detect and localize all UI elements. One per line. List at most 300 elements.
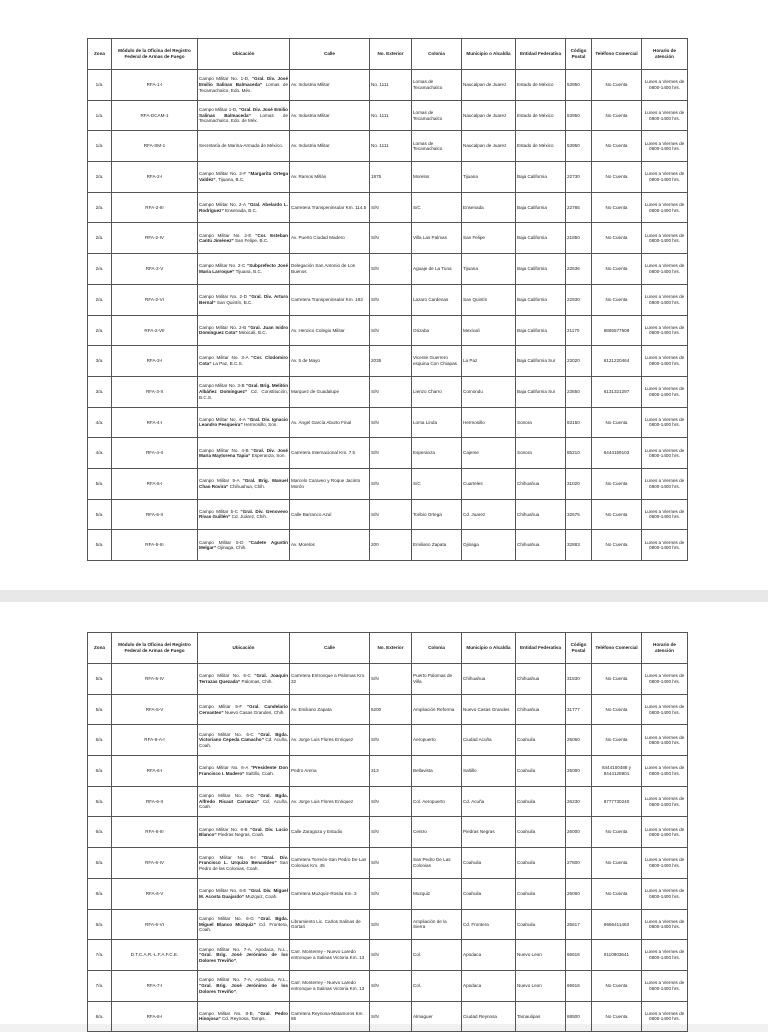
page-separator — [0, 590, 768, 602]
exterior-number-cell: 2035 — [370, 346, 412, 377]
location-text: Cd. Acuña, Coah. — [199, 798, 288, 810]
colonia-cell: Ampliación Reforma — [412, 694, 462, 725]
street-cell: Av. Morelos — [290, 530, 370, 561]
hours-cell: Lunes a Viernes de 0800-1400 hrs. — [642, 346, 688, 377]
street-cell: Carr. Monterrey - Nuevo Laredo entronque a Salinas Victoria Km. 13 — [290, 970, 370, 1001]
phone-cell: No Cuenta — [592, 725, 642, 756]
exterior-number-cell: 313 — [370, 756, 412, 787]
module-cell: RFA-6-IV — [112, 848, 198, 879]
zona-cell: 6/a. — [88, 848, 112, 879]
hours-cell: Lunes a Viernes de 0800-1400 hrs. — [642, 817, 688, 848]
hours-cell: Lunes a Viernes de 0800-1400 hrs. — [642, 162, 688, 193]
municipality-cell: Comondu — [462, 376, 516, 407]
location-text: Palomas, Chih. — [240, 678, 273, 684]
location-text: Campo Militar No. 2-B — [199, 324, 249, 330]
location-text: Ojinaga, Chih. — [216, 545, 247, 551]
postal-code-cell: 25060 — [566, 756, 592, 787]
location-name: “Gral. Bgda. Victoriano Cepeda Camacho” — [199, 731, 288, 743]
colonia-cell: Orizaba — [412, 315, 462, 346]
postal-code-cell: 22785 — [566, 192, 592, 223]
exterior-number-cell: S/N — [370, 940, 412, 971]
municipality-cell: Tijuana — [462, 162, 516, 193]
location-name: “Gral. Brig. Melitón Albáñez Domínguez” — [199, 383, 289, 394]
state-cell: Chihuahua — [516, 530, 566, 561]
zona-cell: 5/a. — [88, 468, 112, 499]
location-cell — [198, 254, 290, 285]
hours-cell: Lunes a Viernes de 0800-1400 hrs. — [642, 468, 688, 499]
street-cell: Av. Ramos Millán — [290, 162, 370, 193]
phone-cell: No Cuenta — [592, 694, 642, 725]
location-text: Saltillo, Coah. — [244, 770, 275, 776]
location-name: “Gral. Div. Miguel M. Acosta Guajardo” — [199, 888, 288, 899]
column-header: Entidad Federativa — [516, 39, 566, 70]
zona-cell: 3/a. — [88, 346, 112, 377]
module-cell: RFA-2-VII — [112, 315, 198, 346]
table-row — [88, 376, 688, 407]
hours-cell: Lunes a Viernes de 0800-1400 hrs. — [642, 438, 688, 469]
state-cell: Baja California Sur — [516, 376, 566, 407]
zona-cell: 5/a. — [88, 499, 112, 530]
column-header: Teléfono Comercial — [592, 39, 642, 70]
zona-cell: 8/a. — [88, 1001, 112, 1032]
zona-cell: 2/a. — [88, 223, 112, 254]
postal-code-cell: 26000 — [566, 817, 592, 848]
table-row — [88, 315, 688, 346]
location-cell — [198, 346, 290, 377]
phone-cell: No Cuenta — [592, 878, 642, 909]
location-cell — [198, 756, 290, 787]
exterior-number-cell: No. 1111 — [370, 100, 412, 131]
location-cell — [198, 909, 290, 940]
module-cell: RFA-2-VI — [112, 284, 198, 315]
postal-code-cell: 23650 — [566, 376, 592, 407]
exterior-number-cell: S/N — [370, 315, 412, 346]
column-header: Módulo de la Oficina del Registro Federal de Armas de Fuego — [112, 633, 198, 664]
hours-cell: Lunes a Viernes de 0800-1400 hrs. — [642, 756, 688, 787]
zona-cell: 1/a. — [88, 100, 112, 131]
colonia-cell: Esperanza — [412, 438, 462, 469]
street-cell: Marquez de Guadalupe — [290, 376, 370, 407]
zona-cell: 6/a. — [88, 878, 112, 909]
column-header: Zona — [88, 39, 112, 70]
location-text: Nuevo Casas Grandes, Chih. — [223, 709, 285, 715]
municipality-cell: Cajeme — [462, 438, 516, 469]
table-row — [88, 694, 688, 725]
postal-code-cell: 53950 — [566, 100, 592, 131]
hours-cell: Lunes a Viernes de 0800-1400 hrs. — [642, 848, 688, 879]
hours-cell: Lunes a Viernes de 0800-1400 hrs. — [642, 223, 688, 254]
zona-cell: 1/a. — [88, 70, 112, 101]
exterior-number-cell: S/N — [370, 786, 412, 817]
phone-cell: No Cuenta — [592, 284, 642, 315]
municipality-cell: Apodaca — [462, 970, 516, 1001]
phone-cell: 6444159103 — [592, 438, 642, 469]
module-cell: RFA-6-I — [112, 756, 198, 787]
location-name: “Gral. Candelario Cervantes” — [199, 703, 288, 715]
state-cell: Sonora — [516, 407, 566, 438]
registry-table — [87, 632, 688, 1032]
street-cell: Av. Industria Militar — [290, 70, 370, 101]
colonia-cell: Morelos — [412, 162, 462, 193]
municipality-cell: Coahuila — [462, 878, 516, 909]
state-cell: Baja California — [516, 223, 566, 254]
street-cell: Carretera Internacional Km. 7.5 — [290, 438, 370, 469]
location-name: “Gral. Brig. Manuel Chao Rovira” — [199, 478, 288, 489]
colonia-cell: Puerto Palomas de Villa — [412, 664, 462, 695]
location-text: Esperanza, Son. — [250, 453, 286, 459]
exterior-number-cell: S/N — [370, 499, 412, 530]
street-cell: Carretera Transpeninsular Km. 114.5 — [290, 192, 370, 223]
zona-cell: 6/a. — [88, 909, 112, 940]
hours-cell: Lunes a Viernes de 0800-1400 hrs. — [642, 694, 688, 725]
location-cell — [198, 376, 290, 407]
phone-cell: No Cuenta — [592, 192, 642, 223]
table-row — [88, 940, 688, 971]
location-text: Secretaría de Marina-Armada de México. — [199, 143, 283, 149]
location-text: Campo Militar No. 7-A, Apodaca, N.L., — [199, 977, 288, 983]
location-text: Campo Militar No. 7-A, Apodaca, N.L., — [199, 946, 288, 952]
location-cell — [198, 162, 290, 193]
exterior-number-cell: S/N — [370, 438, 412, 469]
postal-code-cell: 31020 — [566, 468, 592, 499]
module-cell: RFA-4-II — [112, 438, 198, 469]
location-text: Lomas de Tecamachalco, Edo. de Méx. — [199, 112, 288, 124]
state-cell: Estado de México — [516, 70, 566, 101]
postal-code-cell: 26230 — [566, 786, 592, 817]
exterior-number-cell: S/N — [370, 407, 412, 438]
hours-cell: Lunes a Viernes de 0800-1400 hrs. — [642, 530, 688, 561]
colonia-cell: Centro — [412, 817, 462, 848]
phone-cell: No Cuenta — [592, 970, 642, 1001]
colonia-cell: Loma Linda — [412, 407, 462, 438]
zona-cell: 6/a. — [88, 725, 112, 756]
phone-cell: No Cuenta — [592, 1001, 642, 1032]
column-header: Módulo de la Oficina del Registro Federal de Armas de Fuego — [112, 39, 198, 70]
column-header: Municipio o Alcaldía — [462, 633, 516, 664]
phone-cell: No Cuenta — [592, 407, 642, 438]
location-name: “Gral. Div. Lucio Blanco” — [199, 826, 288, 838]
zona-cell: 6/a. — [88, 817, 112, 848]
table-row — [88, 223, 688, 254]
state-cell: Coahuila — [516, 817, 566, 848]
phone-cell: No Cuenta — [592, 223, 642, 254]
colonia-cell: Villa Las Palmas — [412, 223, 462, 254]
column-header: Código Postal — [566, 39, 592, 70]
column-header: Colonia — [412, 633, 462, 664]
table-row — [88, 848, 688, 879]
municipality-cell: Cd. Juarez — [462, 499, 516, 530]
column-header: Ubicación — [198, 39, 290, 70]
location-text: Campo Militar No. 6-C — [199, 731, 259, 737]
location-text: Campo Militar No. 6-G — [199, 915, 259, 921]
table-header-row — [88, 633, 688, 664]
municipality-cell: Naucalpan de Juarez — [462, 131, 516, 162]
location-name: “Gral. Div. Genovevo Rivas Guillén” — [199, 508, 288, 520]
module-cell: RFA-6-III — [112, 817, 198, 848]
table-row — [88, 530, 688, 561]
table-row — [88, 162, 688, 193]
module-cell: RFA-5-IV — [112, 664, 198, 695]
state-cell: Tamaulipas — [516, 1001, 566, 1032]
location-text: Cd. Acuña, Coah. — [199, 737, 288, 749]
municipality-cell: Ciudad Acuña — [462, 725, 516, 756]
colonia-cell: Col. — [412, 940, 462, 971]
municipality-cell: Ensenada — [462, 192, 516, 223]
table-row — [88, 284, 688, 315]
module-cell: RFA-6-V — [112, 878, 198, 909]
table-header-row — [88, 39, 688, 70]
location-text: San Felipe, B.C. — [233, 238, 269, 244]
colonia-cell: Almaguer — [412, 1001, 462, 1032]
postal-code-cell: 26060 — [566, 878, 592, 909]
exterior-number-cell: 200 — [370, 530, 412, 561]
hours-cell: Lunes a Viernes de 0800-1400 hrs. — [642, 376, 688, 407]
phone-cell: 8444100488 y 8444128901 — [592, 756, 642, 787]
location-text: Campo Militar No. 2-F — [199, 171, 249, 177]
postal-code-cell: 27800 — [566, 848, 592, 879]
location-cell — [198, 70, 290, 101]
hours-cell: Lunes a Viernes de 0800-1400 hrs. — [642, 499, 688, 530]
exterior-number-cell: S/N — [370, 664, 412, 695]
phone-cell: No Cuenta — [592, 530, 642, 561]
registry-table — [87, 38, 688, 561]
state-cell: Chihuahua — [516, 499, 566, 530]
location-text: Campo Militar No. 6-D — [199, 793, 259, 799]
hours-cell: Lunes a Viernes de 0800-1400 hrs. — [642, 878, 688, 909]
exterior-number-cell: S/N — [370, 284, 412, 315]
colonia-cell: Lienzo Charro — [412, 376, 462, 407]
module-cell: RFA-SM-1 — [112, 131, 198, 162]
postal-code-cell: 22636 — [566, 254, 592, 285]
location-text: Campo Militar No. 1-D, — [199, 76, 252, 82]
phone-cell: No Cuenta — [592, 499, 642, 530]
exterior-number-cell: S/N — [370, 878, 412, 909]
zona-cell: 2/a. — [88, 162, 112, 193]
module-cell: RFA-8-I — [112, 1001, 198, 1032]
module-cell: RFA-2-V — [112, 254, 198, 285]
location-cell — [198, 1001, 290, 1032]
street-cell: Av. Industria Militar — [290, 100, 370, 131]
hours-cell: Lunes a Viernes de 0800-1400 hrs. — [642, 1001, 688, 1032]
street-cell: Calle Zaragoza y Estudio — [290, 817, 370, 848]
location-text: Cd. Frontera, Coah. — [199, 921, 289, 933]
location-text: Chihuahua, Chih. — [228, 483, 266, 489]
location-text: Campo Militar No. 4-A — [199, 416, 248, 422]
location-text: Campo Militar 5-F — [199, 703, 247, 709]
zona-cell: 7/a. — [88, 970, 112, 1001]
phone-cell: 8110903641 — [592, 940, 642, 971]
location-text: Campo Militar No. 3-A — [199, 355, 252, 361]
column-header: Calle — [290, 633, 370, 664]
colonia-cell: Bellavista — [412, 756, 462, 787]
column-header: Teléfono Comercial — [592, 633, 642, 664]
zona-cell: 6/a. — [88, 756, 112, 787]
hours-cell: Lunes a Viernes de 0800-1400 hrs. — [642, 909, 688, 940]
postal-code-cell: 66616 — [566, 970, 592, 1001]
location-text: Campo Militar No. 5-C — [199, 673, 255, 679]
exterior-number-cell: 6200 — [370, 694, 412, 725]
zona-cell: 5/a. — [88, 664, 112, 695]
location-name: “Gral. Div. José Emilio Salinas Balmaceda” — [199, 76, 288, 88]
exterior-number-cell: S/N — [370, 725, 412, 756]
municipality-cell: Cd. Acuña — [462, 786, 516, 817]
hours-cell: Lunes a Viernes de 0800-1400 hrs. — [642, 407, 688, 438]
municipality-cell: Saltillo — [462, 756, 516, 787]
postal-code-cell: 21170 — [566, 315, 592, 346]
table-row — [88, 346, 688, 377]
table-row — [88, 756, 688, 787]
postal-code-cell: 22730 — [566, 162, 592, 193]
location-name: “Gral. Div. Ignacio Leandro Pesqueira” — [199, 416, 288, 428]
postal-code-cell: 23020 — [566, 346, 592, 377]
street-cell: Marcelo Caraveo y Roque Jacinto Morón — [290, 468, 370, 499]
location-text: Mexicali, B.C. — [237, 330, 267, 336]
location-text: Campo Militar 5-A — [199, 478, 243, 484]
exterior-number-cell: S/N — [370, 223, 412, 254]
column-header: Horario de atención — [642, 39, 688, 70]
module-cell: RFA-5-I — [112, 468, 198, 499]
street-cell: Av. Jorge Luis Flores Enriquez — [290, 786, 370, 817]
municipality-cell: Mexicali — [462, 315, 516, 346]
municipality-cell: Ciudad Reynosa — [462, 1001, 516, 1032]
municipality-cell: Apodaca — [462, 940, 516, 971]
municipality-cell: Naucalpan de Juarez — [462, 70, 516, 101]
location-text: Campo Militar No. 8-B, — [199, 1010, 259, 1016]
column-header: Colonia — [412, 39, 462, 70]
state-cell: Coahuila — [516, 786, 566, 817]
location-name: “Gral. Juan Isidro Domínguez Cota” — [199, 324, 288, 336]
location-cell — [198, 284, 290, 315]
municipality-cell: Cuarteles — [462, 468, 516, 499]
table-row — [88, 970, 688, 1001]
municipality-cell: Hermosillo — [462, 407, 516, 438]
phone-cell: 8777730240 — [592, 786, 642, 817]
module-cell: RFA-6-A-I — [112, 725, 198, 756]
table-row — [88, 725, 688, 756]
postal-code-cell: 32675 — [566, 499, 592, 530]
hours-cell: Lunes a Viernes de 0800-1400 hrs. — [642, 725, 688, 756]
hours-cell: Lunes a Viernes de 0800-1400 hrs. — [642, 284, 688, 315]
state-cell: Baja California Sur — [516, 346, 566, 377]
table-body — [88, 664, 688, 1032]
street-cell: Av. Heroico Colegio Militar — [290, 315, 370, 346]
location-cell — [198, 664, 290, 695]
table-row — [88, 878, 688, 909]
table-row — [88, 100, 688, 131]
state-cell: Nuevo Leon — [516, 970, 566, 1001]
street-cell: Av. Emiliano Zapata — [290, 694, 370, 725]
phone-cell: No Cuenta — [592, 162, 642, 193]
exterior-number-cell: S/N — [370, 254, 412, 285]
postal-code-cell: 31830 — [566, 664, 592, 695]
state-cell: Coahuila — [516, 848, 566, 879]
table-row — [88, 1001, 688, 1032]
module-cell: RFA-3-I — [112, 346, 198, 377]
exterior-number-cell: 1875 — [370, 162, 412, 193]
phone-cell: No Cuenta — [592, 848, 642, 879]
zona-cell: 5/a. — [88, 530, 112, 561]
location-cell — [198, 315, 290, 346]
exterior-number-cell: S/N — [370, 817, 412, 848]
location-text: , Tijuana, B.C. — [215, 176, 245, 182]
location-text: Tijuana, B.C. — [234, 268, 263, 274]
municipality-cell: San Felipe — [462, 223, 516, 254]
location-name: “Gral. Div. José Emilio Salinas Balmaceda” — [199, 107, 288, 118]
hours-cell: Lunes a Viernes de 0800-1400 hrs. — [642, 70, 688, 101]
phone-cell: No Cuenta — [592, 817, 642, 848]
phone-cell: No Cuenta — [592, 131, 642, 162]
column-header: No. Exterior — [370, 39, 412, 70]
state-cell: Estado de México — [516, 100, 566, 131]
location-cell — [198, 499, 290, 530]
location-text: , — [236, 988, 238, 994]
module-cell: RFA-1-I — [112, 70, 198, 101]
hours-cell: Lunes a Viernes de 0800-1400 hrs. — [642, 254, 688, 285]
zona-cell: 4/a. — [88, 438, 112, 469]
street-cell: Av. Ángel García Aburto Final — [290, 407, 370, 438]
municipality-cell: Nuevo Casas Grandes — [462, 694, 516, 725]
column-header: Municipio o Alcaldía — [462, 39, 516, 70]
location-text: Campo Militar No. 6-E — [199, 888, 249, 894]
state-cell: Estado de México — [516, 131, 566, 162]
phone-cell: 6865577508 — [592, 315, 642, 346]
postal-code-cell: 66616 — [566, 940, 592, 971]
hours-cell: Lunes a Viernes de 0800-1400 hrs. — [642, 131, 688, 162]
colonia-cell: Muzquiz — [412, 878, 462, 909]
location-text: San Quintín, B.C. — [215, 299, 253, 305]
column-header: No. Exterior — [370, 633, 412, 664]
colonia-cell: Lazaro Cardenas — [412, 284, 462, 315]
location-name: “Gral. Div. Francisco L. Urquizo Benavides” — [199, 854, 288, 866]
exterior-number-cell: S/N — [370, 970, 412, 1001]
location-name: “Cadete Agustín Melgar” — [199, 539, 288, 551]
exterior-number-cell: S/N — [370, 376, 412, 407]
zona-cell: 7/a. — [88, 940, 112, 971]
postal-code-cell: 32883 — [566, 530, 592, 561]
colonia-cell: Lomas de Tecamachalco — [412, 100, 462, 131]
location-name: “Gral. Bgda. Miguel Blanco Múzquiz” — [199, 915, 288, 927]
postal-code-cell: 21850 — [566, 223, 592, 254]
phone-cell: 8666411463 — [592, 909, 642, 940]
hours-cell: Lunes a Viernes de 0800-1400 hrs. — [642, 940, 688, 971]
phone-cell: 6121220464 — [592, 346, 642, 377]
location-text: Campo Militar No. 6-I — [199, 854, 262, 860]
exterior-number-cell: S/N — [370, 192, 412, 223]
location-text: Campo Militar No. 6-B — [199, 826, 251, 832]
location-text: Campo Militar 1-D, — [199, 107, 239, 113]
module-cell: RFA-4-I — [112, 407, 198, 438]
location-cell — [198, 848, 290, 879]
location-name: “Gral. Div. Arturo Bernal” — [199, 294, 288, 305]
module-cell: RFA-2-IV — [112, 223, 198, 254]
column-header: Código Postal — [566, 633, 592, 664]
colonia-cell: Lomas de Tecamachalco — [412, 131, 462, 162]
state-cell: Baja California — [516, 284, 566, 315]
phone-cell: No Cuenta — [592, 468, 642, 499]
municipality-cell: Chihuahua — [462, 664, 516, 695]
module-cell: RFA-6-II — [112, 786, 198, 817]
module-cell: RFA-5-V — [112, 694, 198, 725]
location-cell — [198, 786, 290, 817]
state-cell: Chihuahua — [516, 664, 566, 695]
zona-cell: 2/a. — [88, 284, 112, 315]
location-text: Lomas de Tecamachalco, Edo. Méx. — [199, 82, 288, 93]
location-cell — [198, 970, 290, 1001]
module-cell: D.T.C.A.R.-L.F.A.F.C.E. — [112, 940, 198, 971]
municipality-cell: San Quintín — [462, 284, 516, 315]
municipality-cell: Naucalpan de Juarez — [462, 100, 516, 131]
state-cell: Chihuahua — [516, 694, 566, 725]
